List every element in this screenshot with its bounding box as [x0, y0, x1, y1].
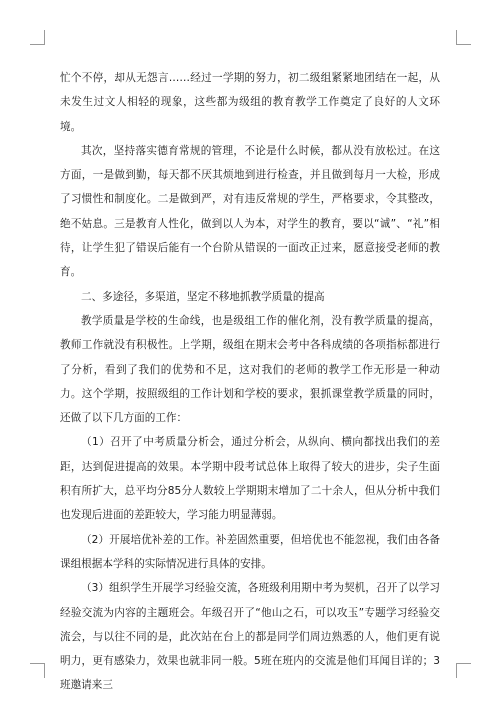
paragraph-item-2: （2）开展培优补差的工作。补差固然重要，但培优也不能忽视，我们由各备课组根据本学科的实际情况进行具体的安排。: [60, 533, 440, 570]
paragraph-item-1: （1）召开了中考质量分析会，通过分析会，从纵向、横向都找出我们的差距，达到促进提高的效果。本学期中段考试总体上取得了较大的进步，尖子生面积有所扩大，总平均分85分人数较上学期期末增加了二十余人，但从分析中我们也发现后进面的差距较大，学习能力明显薄弱。: [60, 436, 440, 522]
crop-mark-bottom-left: [30, 663, 45, 678]
section-heading: 二、多途径，多渠道，坚定不移地抓教学质量的提高: [81, 290, 325, 303]
crop-mark-top-left: [30, 30, 45, 45]
crop-mark-top-right: [456, 30, 471, 45]
paragraph-continuation: 忙个不停，却从无怨言……经过一学期的努力，初二级组紧紧地团结在一起，从未发生过文人相轻的现象，这些都为级组的教育教学工作奠定了良好的人文环境。: [60, 72, 440, 133]
document-body: [60, 66, 440, 698]
crop-mark-bottom-right: [456, 663, 471, 678]
paragraph-teaching-quality: 教学质量是学校的生命线，也是级组工作的催化剂，没有教学质量的提高，教师工作就没有积极性。上学期，级组在期末会考中各科成绩的各项指标都进行了分析，看到了我们的优势和不足，这对我们的老师的教学工作无形是一种动力。这个学期，按照级组的工作计划和学校的要求，狠抓课堂教学质量的同时，还做了以下几方面的工作：: [60, 314, 440, 425]
paragraph-item-3: （3）组织学生开展学习经验交流，各班级利用期中考为契机，召开了以学习经验交流为内容的主题班会。年级召开了“他山之石，可以攻玉”专题学习经验交流会，与以往不同的是，此次站在台上的都是同学们周边熟悉的人，他们更有说明力，更有感染力，效果也就非同一般。5班在班内的交流是他们耳闻目详的；3班邀请来三: [60, 582, 440, 692]
paragraph-moral-education: 其次，坚持落实德育常规的管理，不论是什么时候，都从没有放松过。在这方面，一是做到勤，每天都不厌其烦地到进行检查，并且做到每月一大检，形成了习惯性和制度化。二是做到严，对有违反常规的学生，严格要求，令其整改，绝不姑息。三是教育人性化，做到以人为本，对学生的教育，要以“诚”、“礼”相待，让学生犯了错误后能有一个台阶从错误的一面改正过来，愿意接受老师的教育。: [60, 144, 440, 279]
